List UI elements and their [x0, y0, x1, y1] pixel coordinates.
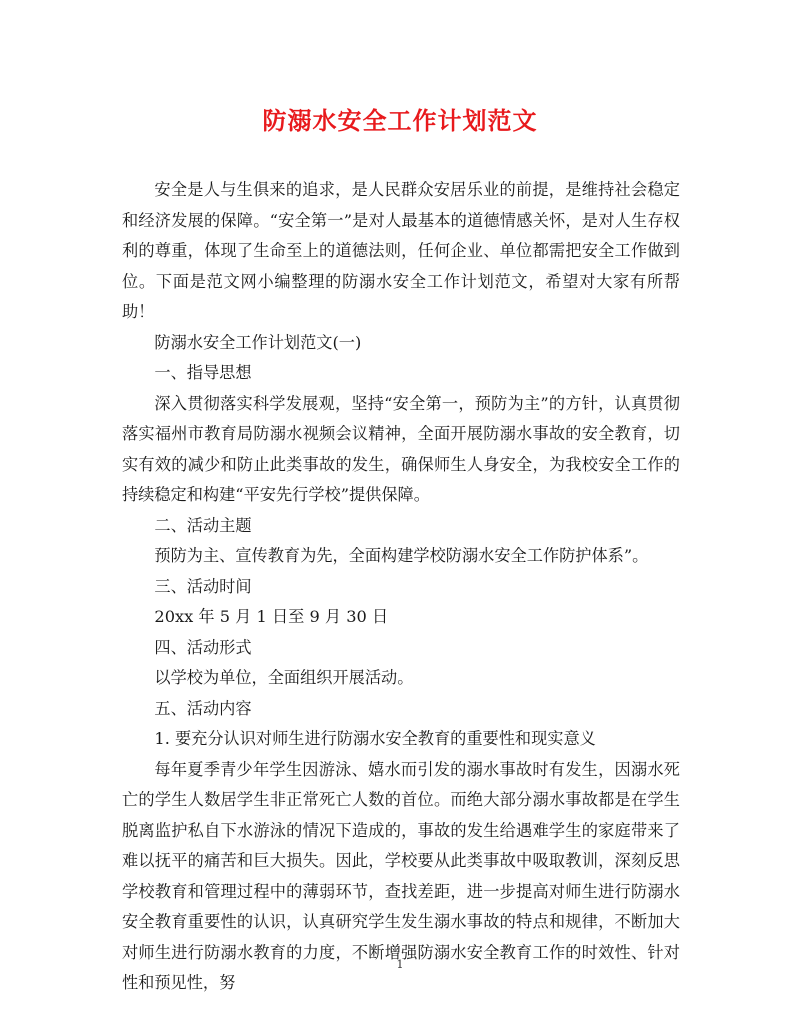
activity-form-paragraph: 以学校为单位，全面组织开展活动。	[154, 668, 414, 687]
heading-activity-content: 五、活动内容	[154, 698, 252, 718]
guiding-ideology-paragraph: 深入贯彻落实科学发展观，坚持“安全第一，预防为主”的方针，认真贯彻落实福州市教育局防溺水视频会议精神，全面开展防溺水事故的安全教育，切实有效的减少和防止此类事故的发生，确保师生人身安全，为我校安全工作的持续稳定和构建“平安先行学校”提供保障。	[122, 393, 680, 504]
page-number: 1	[396, 958, 404, 971]
content-item-1-heading: 1. 要充分认识对师生进行防溺水安全教育的重要性和现实意义	[154, 729, 596, 748]
heading-activity-form: 四、活动形式	[154, 637, 252, 657]
document-body	[122, 175, 680, 999]
section-heading-plan-1: 防溺水安全工作计划范文(一)	[154, 332, 362, 352]
activity-time-paragraph: 20xx 年 5 月 1 日至 9 月 30 日	[154, 607, 389, 626]
heading-guiding-ideology: 一、指导思想	[154, 363, 252, 382]
heading-activity-theme: 二、活动主题	[154, 515, 252, 535]
intro-paragraph: 安全是人与生俱来的追求，是人民群众安居乐业的前提，是维持社会稳定和经济发展的保障。“安全第一”是对人最基本的道德情感关怀，是对人生存权利的尊重，体现了生命至上的道德法则，任何企业、单位都需把安全工作做到位。下面是范文网小编整理的防溺水安全工作计划范文，希望对大家有所帮助！	[122, 180, 680, 321]
activity-theme-paragraph: 预防为主、宣传教育为先，全面构建学校防溺水安全工作防护体系”。	[154, 546, 649, 565]
content-item-1-paragraph: 每年夏季青少年学生因游泳、嬉水而引发的溺水事故时有发生，因溺水死亡的学生人数居学生非正常死亡人数的首位。而绝大部分溺水事故都是在学生脱离监护私自下水游泳的情况下造成的，事故的发生给遇难学生的家庭带来了难以抚平的痛苦和巨大损失。因此，学校要从此类事故中吸取教训，深刻反思学校教育和管理过程中的薄弱环节，查找差距，进一步提高对师生进行防溺水安全教育重要性的认识，认真研究学生发生溺水事故的特点和规律，不断加大对师生进行防溺水教育的力度，不断增强防溺水安全教育工作的时效性、针对性和预见性，努	[122, 759, 680, 992]
document-title: 防溺水安全工作计划范文	[262, 106, 538, 135]
heading-activity-time: 三、活动时间	[154, 576, 252, 596]
